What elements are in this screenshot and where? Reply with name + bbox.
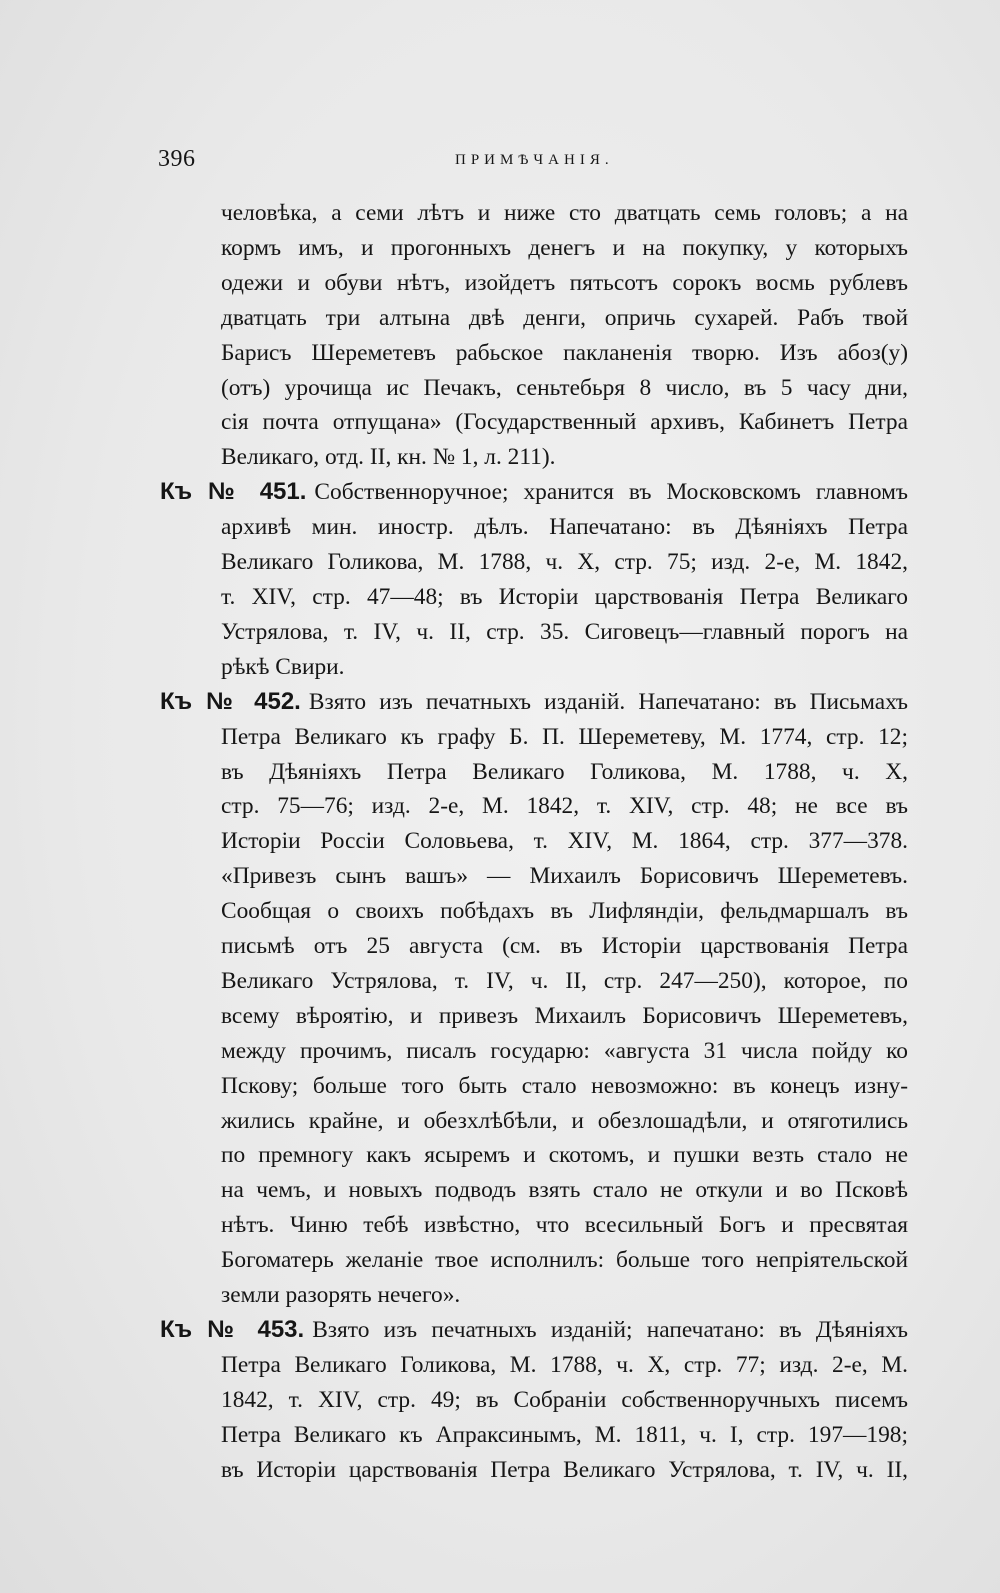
- text-line: кормъ имъ, и прогонныхъ денегъ и на покупку, у которыхъ: [221, 234, 908, 261]
- text-line: Петра Великаго Голикова, М. 1788, ч. X, стр. 77; изд. 2-е, М.: [221, 1351, 908, 1378]
- text-line: Барисъ Шереметевъ рабьское пакланенія творю. Изъ абоз(у): [221, 339, 908, 366]
- text-line: нѣтъ. Чиню тебѣ извѣстно, что всесильный Богъ и пресвятая: [221, 1212, 908, 1239]
- text-line: въ Дѣяніяхъ Петра Великаго Голикова, М. 1788, ч. X,: [221, 758, 908, 785]
- text-line: Взято изъ печатныхъ изданій; напечатано: въ Дѣяніяхъ: [312, 1317, 908, 1343]
- text-line: сія почта отпущана» (Государственный архивъ, Кабинетъ Петра: [221, 409, 908, 436]
- section-title: ПРИМѢЧАНІЯ.: [455, 152, 614, 168]
- note-first-line: [160, 1313, 908, 1348]
- note-452: [160, 685, 908, 1313]
- body-text: [160, 196, 908, 1488]
- text-line: земли разорять нечего».: [221, 1282, 461, 1309]
- text-line: Великаго Устрялова, т. IV, ч. II, стр. 247—250), которое, по: [221, 967, 908, 994]
- text-line: между прочимъ, писалъ государю: «августа 31 числа пойду ко: [221, 1037, 908, 1064]
- text-line: всему вѣроятію, и привезъ Михаилъ Борисовичъ Шереметевъ,: [221, 1002, 908, 1029]
- text-line: т. XIV, стр. 47—48; въ Исторіи царствованія Петра Великаго: [221, 583, 908, 610]
- text-line: дватцать три алтына двѣ денги, опричь сухарей. Рабъ твой: [221, 304, 908, 331]
- text-line: по премногу какъ ясыремъ и скотомъ, и пушки везть стало не: [221, 1142, 908, 1169]
- text-line: стр. 75—76; изд. 2-е, М. 1842, т. XIV, стр. 48; не все въ: [221, 793, 908, 820]
- text-line: Взято изъ печатныхъ изданій. Напечатано: въ Письмахъ: [308, 688, 908, 715]
- text-line: Богоматерь желаніе твое исполнилъ: больше того непріятельской: [221, 1247, 908, 1274]
- text-line: Собственноручное; хранится въ Московскомъ главномъ: [314, 479, 908, 506]
- text-line: Петра Великаго къ графу Б. П. Шереметеву, М. 1774, стр. 12;: [221, 723, 908, 750]
- text-line: на чемъ, и новыхъ подводъ взять стало не откули и во Псковѣ: [221, 1177, 908, 1204]
- page-number: 396: [158, 146, 196, 172]
- text-line: въ Исторіи царствованія Петра Великаго Устрялова, т. IV, ч. II,: [221, 1456, 908, 1483]
- text-line: Великаго Голикова, М. 1788, ч. X, стр. 75; изд. 2-е, М. 1842,: [221, 549, 908, 576]
- text-line: Петра Великаго къ Апраксинымъ, М. 1811, ч. I, стр. 197—198;: [221, 1421, 908, 1448]
- text-line: (отъ) урочища ис Печакъ, сеньтебьря 8 число, въ 5 часу дни,: [221, 374, 908, 401]
- note-453: [160, 1313, 908, 1488]
- text-line: Устрялова, т. IV, ч. II, стр. 35. Сиговецъ—главный порогъ на: [221, 618, 908, 645]
- text-line: одежи и обуви нѣтъ, изойдетъ пятьсотъ сорокъ восмь рублевъ: [221, 269, 908, 296]
- note-ref: Къ № 452.: [160, 687, 301, 715]
- text-line: Сообщая о своихъ побѣдахъ въ Лифляндіи, фельдмаршалъ въ: [221, 898, 908, 925]
- note-ref: Къ № 451.: [160, 478, 307, 506]
- text-line: Пскову; больше того быть стало невозможно: въ конецъ изну-: [221, 1072, 908, 1099]
- text-line: 1842, т. XIV, стр. 49; въ Собраніи собственноручныхъ писемъ: [221, 1386, 908, 1413]
- running-head: [0, 146, 1000, 176]
- note-ref: Къ № 453.: [160, 1316, 305, 1343]
- text-line: архивѣ мин. иностр. дѣлъ. Напечатано: въ Дѣяніяхъ Петра: [221, 514, 908, 541]
- text-line: письмѣ отъ 25 августа (см. въ Исторіи царствованія Петра: [221, 933, 908, 960]
- text-line: человѣка, а семи лѣтъ и ниже сто дватцать семь головъ; а на: [221, 200, 908, 226]
- note-first-line: [160, 475, 908, 510]
- note-first-line: [160, 685, 908, 720]
- text-line: рѣкѣ Свири.: [221, 653, 345, 680]
- note-451: [160, 475, 908, 684]
- text-line: Исторіи Россіи Соловьева, т. XIV, М. 1864, стр. 377—378.: [221, 828, 908, 855]
- text-line: «Привезъ сынъ вашъ» — Михаилъ Борисовичъ Шереметевъ.: [221, 863, 908, 890]
- text-line: Великаго, отд. II, кн. № 1, л. 211).: [221, 444, 556, 471]
- text-line: жились крайне, и обезхлѣбѣли, и обезлошадѣли, и отяготились: [221, 1107, 908, 1134]
- continuation-paragraph: [160, 196, 908, 475]
